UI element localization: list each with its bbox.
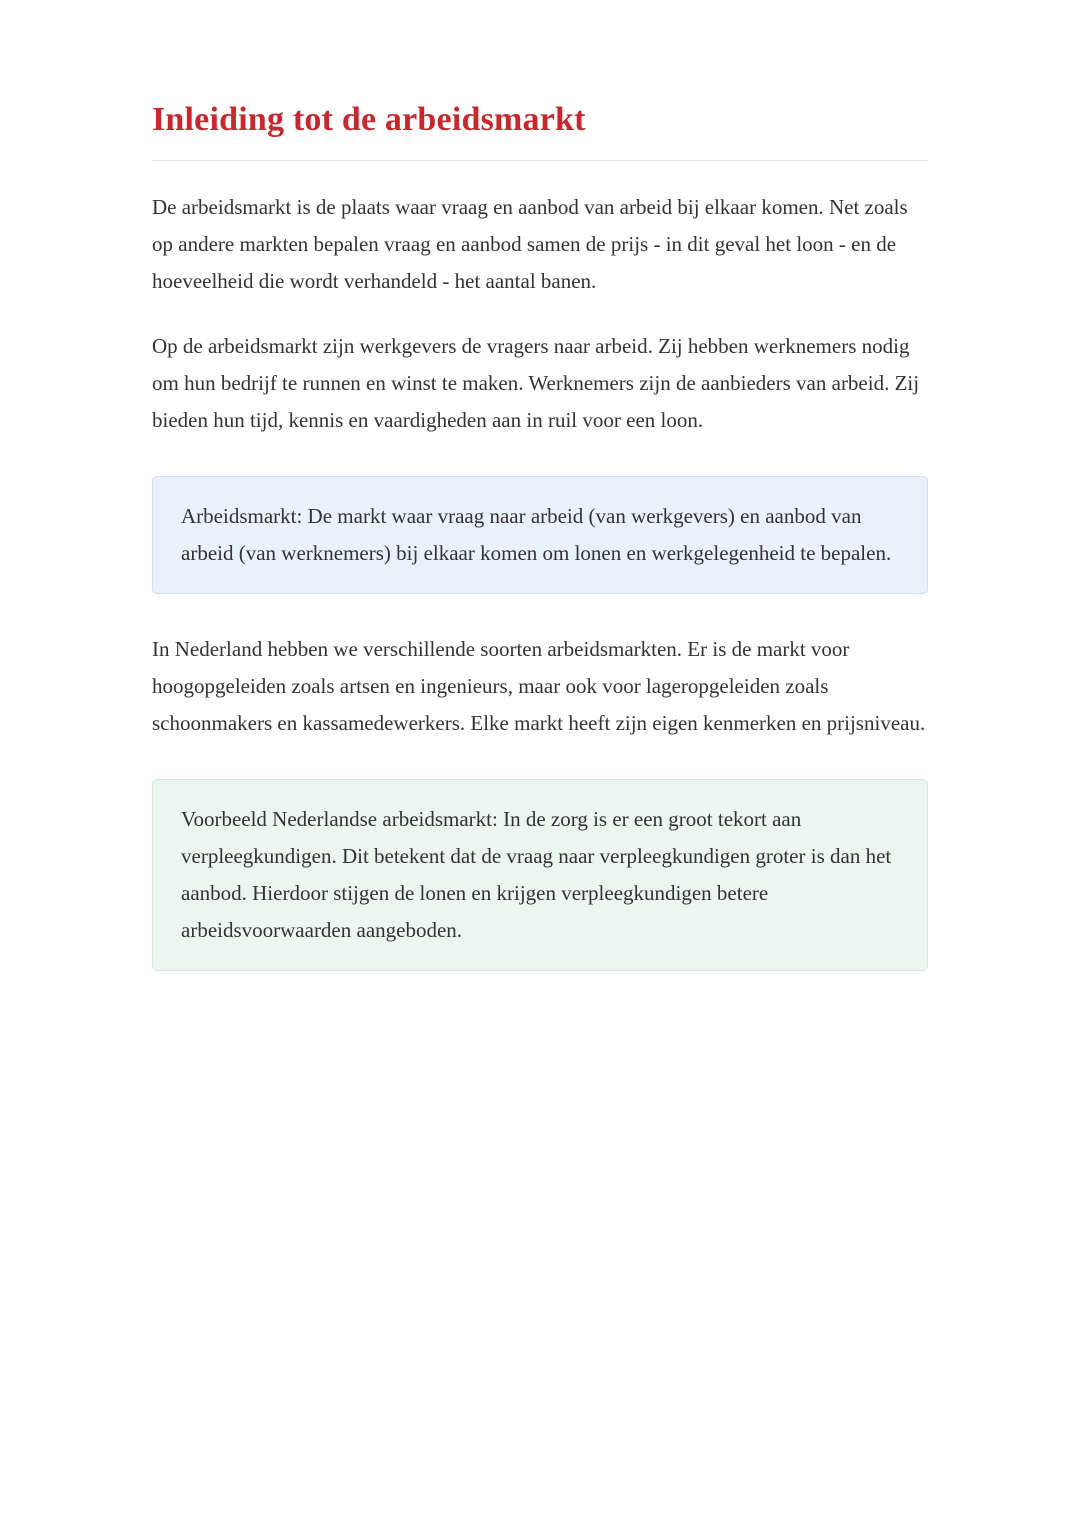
definition-box-text: Arbeidsmarkt: De markt waar vraag naar arbeid (van werkgevers) en aanbod van arbeid (van werknemers) bij elkaar komen om lonen en werkgelegenheid te bepalen. [181,504,892,566]
example-box [152,779,928,971]
paragraph-vraag-aanbod: Op de arbeidsmarkt zijn werkgevers de vragers naar arbeid. Zij hebben werknemers nodig om hun bedrijf te runnen en winst te maken. Werknemers zijn de aanbieders van arbeid. Zij bieden hun tijd, kennis en vaardigheden aan in ruil voor een loon. [152,334,920,433]
example-box-text: Voorbeeld Nederlandse arbeidsmarkt: In de zorg is er een groot tekort aan verpleegkundigen. Dit betekent dat de vraag naar verpleegkundigen groter is dan het aanbod. Hierdoor stijgen de lonen en krijgen verpleegkundigen betere arbeidsvoorwaarden aangeboden. [181,807,892,943]
paragraph-intro: De arbeidsmarkt is de plaats waar vraag en aanbod van arbeid bij elkaar komen. Net zoals op andere markten bepalen vraag en aanbod samen de prijs - in dit geval het loon - en de hoeveelheid die wordt verhandeld - het aantal banen. [152,195,908,294]
paragraph-soorten-markten: In Nederland hebben we verschillende soorten arbeidsmarkten. Er is de markt voor hoogopgeleiden zoals artsen en ingenieurs, maar ook voor lageropgeleiden zoals schoonmakers en kassamedewerkers. Elke markt heeft zijn eigen kenmerken en prijsniveau. [152,637,926,736]
page-title: Inleiding tot de arbeidsmarkt [152,100,928,161]
definition-box [152,476,928,594]
